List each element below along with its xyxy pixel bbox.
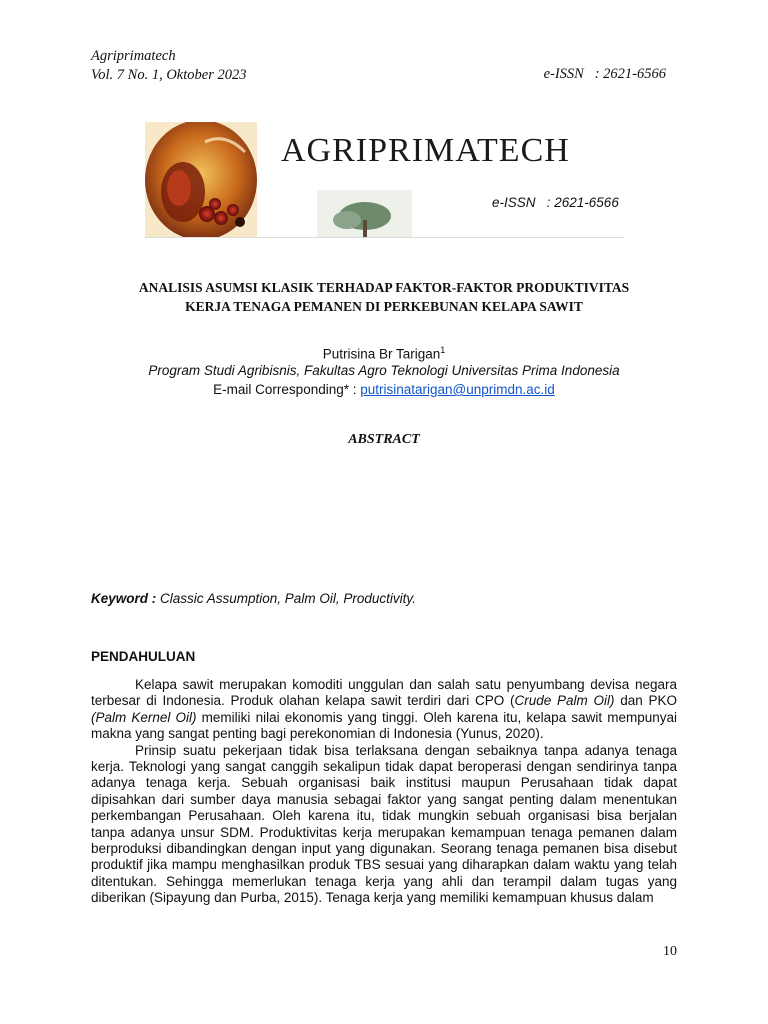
email-label: E-mail Corresponding* : <box>213 382 361 397</box>
title-line-1: ANALISIS ASUMSI KLASIK TERHADAP FAKTOR-FAKTOR PRODUKTIVITAS <box>138 280 630 295</box>
keyword-label: Keyword : <box>91 591 157 606</box>
paragraph-2: Prinsip suatu pekerjaan tidak bisa terlaksana dengan sebaiknya tanpa adanya tenaga kerja. Teknologi yang sangat canggih sekalipun tidak dapat beroperasi dengan sendirinya tanpa adanya tenaga kerja. Sebuah organisasi baik institusi maupun Perusahaan tidak dapat dipisahkan dari sumber daya manusia sebagai faktor yang sangat penting dalam menentukan perkembangan Perusahaan. Oleh karena itu, tidak mungkin sebuah organisasi bisa berjalan tanpa adanya unsur SDM. Produktivitas kerja merupakan kemampuan tenaga pemanen dalam berproduksi dibandingkan dengan input yang digunakan. Seorang tenaga pemanen bisa disebut produktif jika mampu menghasilkan produk TBS sesuai yang diharapkan dalam waktu yang telah ditentukan. Sehingga memerlukan tenaga kerja yang ahli dan terampil dalam tugas yang diberikan (Sipayung dan Purba, 2015). Tenaga kerja yang memiliki kemampuan khusus dalam <box>91 742 677 906</box>
abstract-heading: ABSTRACT <box>348 432 420 447</box>
journal-name: Agriprimatech <box>91 48 176 64</box>
page-number: 10 <box>663 944 677 959</box>
journal-banner <box>145 122 624 238</box>
body-text <box>91 677 677 907</box>
paper-title <box>91 278 677 316</box>
volume-info: Vol. 7 No. 1, Oktober 2023 <box>91 67 247 83</box>
p1-text-e: memiliki nilai ekonomis yang tinggi. Oleh karena itu, kelapa sawit mempunyai makna yang sangat penting bagi perekonomian di Indonesia (Yunus, 2020). <box>91 709 677 742</box>
author-name: Putrisina Br Tarigan <box>322 346 441 362</box>
p1-text-a: Kelapa sawit merupakan komoditi unggulan dan salah satu penyumbang devisa negara terbesar di Indonesia. Produk olahan kelapa sawit terdiri dari CPO ( <box>91 677 677 709</box>
affiliation: Program Studi Agribisnis, Fakultas Agro Teknologi Universitas Prima Indonesia <box>148 363 620 378</box>
author-superscript: 1 <box>440 345 446 355</box>
section-heading: PENDAHULUAN <box>91 649 196 664</box>
running-header <box>91 47 246 85</box>
tea-cup-photo <box>145 122 257 237</box>
paragraph-1 <box>91 677 677 743</box>
author-line <box>0 345 768 362</box>
email-line <box>0 382 768 397</box>
email-link[interactable]: putrisinatarigan@unprimdn.ac.id <box>360 382 555 397</box>
p1-italic-pko: (Palm Kernel Oil) <box>91 709 197 725</box>
banner-eissn: e-ISSN : 2621-6566 <box>492 195 619 210</box>
p1-text-c: dan PKO <box>614 693 677 709</box>
keyword-value: Classic Assumption, Palm Oil, Productivity. <box>156 591 416 606</box>
journal-wordmark: AGRIPRIMATECH <box>281 132 570 169</box>
title-line-2: KERJA TENAGA PEMANEN DI PERKEBUNAN KELAPA SAWIT <box>185 299 583 314</box>
header-eissn: e-ISSN : 2621-6566 <box>543 66 666 82</box>
keyword-line <box>91 591 416 606</box>
tree-image <box>317 190 412 237</box>
p1-italic-cpo: Crude Palm Oil) <box>514 693 615 709</box>
